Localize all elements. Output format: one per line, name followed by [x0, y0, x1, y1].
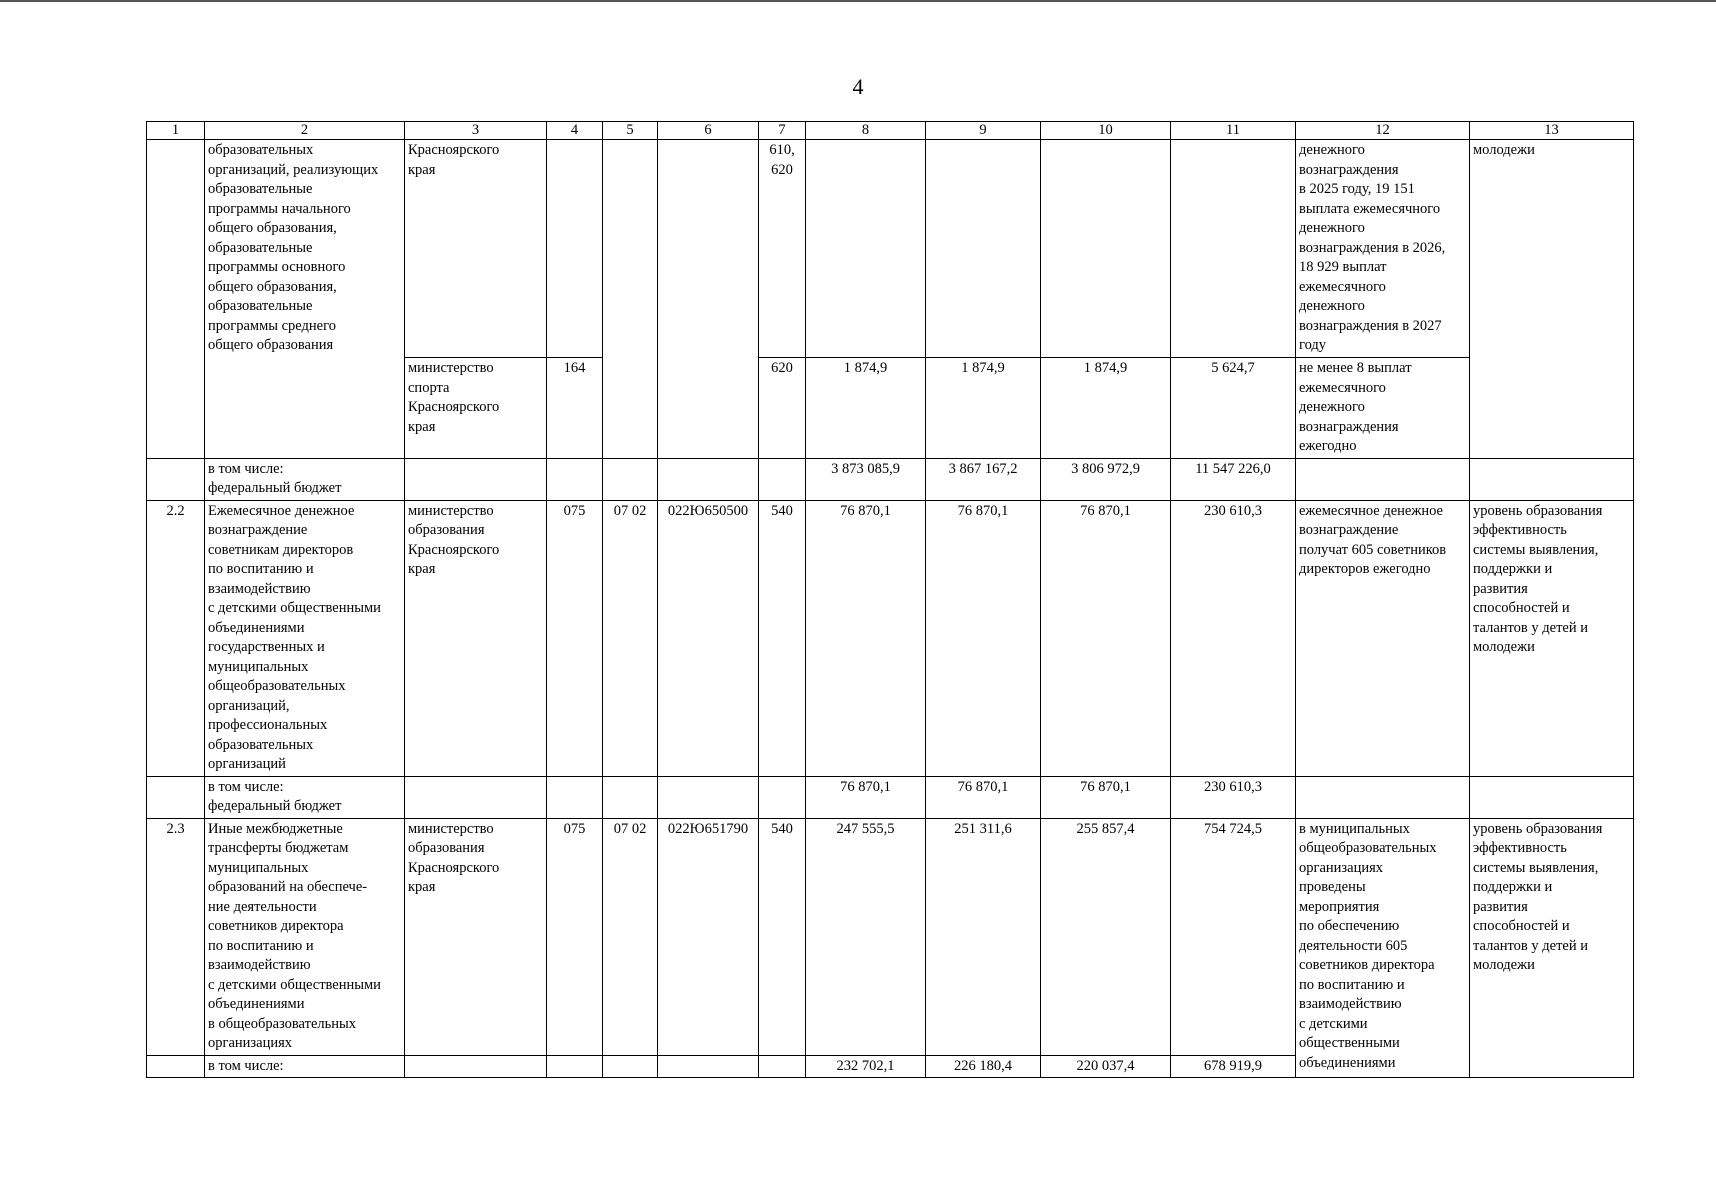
section-code-cell: [603, 458, 658, 500]
section-code-cell: 07 02: [603, 818, 658, 1055]
amount-2025-cell: 3 873 085,9: [806, 458, 926, 500]
event-name-cell: образовательных организаций, реализующих образовательные программы начального общего образования, образовательные программы основного общего образования, образовательные программы среднего общего образования: [205, 140, 405, 459]
amount-2026-cell: 3 867 167,2: [926, 458, 1041, 500]
event-name-cell: Ежемесячное денежное вознаграждение советникам директоров по воспитанию и взаимодействию с детскими общественными объединениями государственных и муниципальных общеобразовательных организаций, профессиональных образовательных организаций: [205, 500, 405, 776]
amount-2027-cell: [1041, 140, 1171, 358]
amount-total-cell: 5 624,7: [1171, 358, 1296, 459]
amount-2026-cell: 226 180,4: [926, 1055, 1041, 1078]
row-number-cell: [147, 140, 205, 459]
gr-code-cell: 164: [547, 358, 603, 459]
subtotal-label-cell: в том числе: федеральный бюджет: [205, 458, 405, 500]
amount-2027-cell: 76 870,1: [1041, 500, 1171, 776]
target-code-cell: [658, 1055, 759, 1078]
result-cell: ежемесячное денежное вознаграждение получат 605 советников директоров ежегодно: [1296, 500, 1470, 776]
expense-type-cell: 540: [759, 818, 806, 1055]
executor-cell: [405, 1055, 547, 1078]
col-header-9: 9: [926, 122, 1041, 140]
col-header-7: 7: [759, 122, 806, 140]
top-rule: [0, 0, 1716, 2]
amount-2027-cell: 3 806 972,9: [1041, 458, 1171, 500]
subtotal-label-cell: в том числе:: [205, 1055, 405, 1078]
col-header-12: 12: [1296, 122, 1470, 140]
result-cell: в муниципальных общеобразовательных организациях проведены мероприятия по обеспечению деятельности 605 советников директора по воспитанию и взаимодействию с детскими общественными объединениями: [1296, 818, 1470, 1078]
table-row: [147, 818, 1634, 1055]
section-code-cell: 07 02: [603, 500, 658, 776]
expense-type-cell: [759, 458, 806, 500]
amount-total-cell: 754 724,5: [1171, 818, 1296, 1055]
row-number-cell: [147, 1055, 205, 1078]
section-code-cell: [603, 140, 658, 459]
expense-type-cell: 540: [759, 500, 806, 776]
row-number-cell: 2.3: [147, 818, 205, 1055]
amount-2026-cell: [926, 140, 1041, 358]
expense-type-cell: 620: [759, 358, 806, 459]
expense-type-cell: [759, 776, 806, 818]
result-cell: не менее 8 выплат ежемесячного денежного вознаграждения ежегодно: [1296, 358, 1470, 459]
subtotal-label-cell: в том числе: федеральный бюджет: [205, 776, 405, 818]
target-code-cell: 022Ю651790: [658, 818, 759, 1055]
executor-cell: [405, 458, 547, 500]
target-code-cell: [658, 458, 759, 500]
row-number-cell: 2.2: [147, 500, 205, 776]
gr-code-cell: [547, 776, 603, 818]
expense-type-cell: [759, 1055, 806, 1078]
row-number-cell: [147, 776, 205, 818]
amount-total-cell: 230 610,3: [1171, 776, 1296, 818]
indicator-cell: уровень образования эффективность системы выявления, поддержки и развития способностей и талантов у детей и молодежи: [1470, 818, 1634, 1078]
indicator-cell: [1470, 458, 1634, 500]
amount-2027-cell: 255 857,4: [1041, 818, 1171, 1055]
col-header-11: 11: [1171, 122, 1296, 140]
target-code-cell: [658, 140, 759, 459]
executor-cell: Красноярского края: [405, 140, 547, 358]
gr-code-cell: 075: [547, 500, 603, 776]
col-header-2: 2: [205, 122, 405, 140]
amount-2025-cell: 232 702,1: [806, 1055, 926, 1078]
gr-code-cell: [547, 458, 603, 500]
col-header-5: 5: [603, 122, 658, 140]
amount-2026-cell: 76 870,1: [926, 776, 1041, 818]
header-row: [147, 122, 1634, 140]
row-number-cell: [147, 458, 205, 500]
result-cell: [1296, 776, 1470, 818]
page-number: 4: [852, 74, 864, 99]
gr-code-cell: [547, 140, 603, 358]
amount-2026-cell: 1 874,9: [926, 358, 1041, 459]
section-code-cell: [603, 1055, 658, 1078]
gr-code-cell: 075: [547, 818, 603, 1055]
amount-2027-cell: 220 037,4: [1041, 1055, 1171, 1078]
expense-type-cell: 610, 620: [759, 140, 806, 358]
amount-2025-cell: 76 870,1: [806, 500, 926, 776]
amount-2025-cell: 1 874,9: [806, 358, 926, 459]
amount-2026-cell: 251 311,6: [926, 818, 1041, 1055]
indicator-cell: молодежи: [1470, 140, 1634, 459]
subtotal-row: [147, 458, 1634, 500]
amount-2025-cell: 76 870,1: [806, 776, 926, 818]
amount-total-cell: 678 919,9: [1171, 1055, 1296, 1078]
amount-2025-cell: 247 555,5: [806, 818, 926, 1055]
amount-2027-cell: 1 874,9: [1041, 358, 1171, 459]
executor-cell: министерство образования Красноярского края: [405, 500, 547, 776]
amount-2027-cell: 76 870,1: [1041, 776, 1171, 818]
result-cell: [1296, 458, 1470, 500]
result-cell: денежного вознаграждения в 2025 году, 19 151 выплата ежемесячного денежного вознаграждения в 2026, 18 929 выплат ежемесячного денежного вознаграждения в 2027 году: [1296, 140, 1470, 358]
col-header-10: 10: [1041, 122, 1171, 140]
executor-cell: министерство образования Красноярского края: [405, 818, 547, 1055]
target-code-cell: 022Ю650500: [658, 500, 759, 776]
amount-total-cell: 230 610,3: [1171, 500, 1296, 776]
gr-code-cell: [547, 1055, 603, 1078]
col-header-8: 8: [806, 122, 926, 140]
amount-total-cell: 11 547 226,0: [1171, 458, 1296, 500]
indicator-cell: [1470, 776, 1634, 818]
executor-cell: министерство спорта Красноярского края: [405, 358, 547, 459]
event-name-cell: Иные межбюджетные трансферты бюджетам муниципальных образований на обеспече- ние деятельности советников директора по воспитанию и взаимодействию с детскими общественными объединениями в общеобразовательных организациях: [205, 818, 405, 1055]
table-row: [147, 140, 1634, 358]
amount-2025-cell: [806, 140, 926, 358]
indicator-cell: уровень образования эффективность системы выявления, поддержки и развития способностей и талантов у детей и молодежи: [1470, 500, 1634, 776]
table-row: [147, 500, 1634, 776]
amount-total-cell: [1171, 140, 1296, 358]
col-header-13: 13: [1470, 122, 1634, 140]
section-code-cell: [603, 776, 658, 818]
col-header-6: 6: [658, 122, 759, 140]
executor-cell: [405, 776, 547, 818]
target-code-cell: [658, 776, 759, 818]
subtotal-row: [147, 776, 1634, 818]
col-header-1: 1: [147, 122, 205, 140]
amount-2026-cell: 76 870,1: [926, 500, 1041, 776]
col-header-3: 3: [405, 122, 547, 140]
col-header-4: 4: [547, 122, 603, 140]
budget-table: [146, 121, 1634, 1078]
